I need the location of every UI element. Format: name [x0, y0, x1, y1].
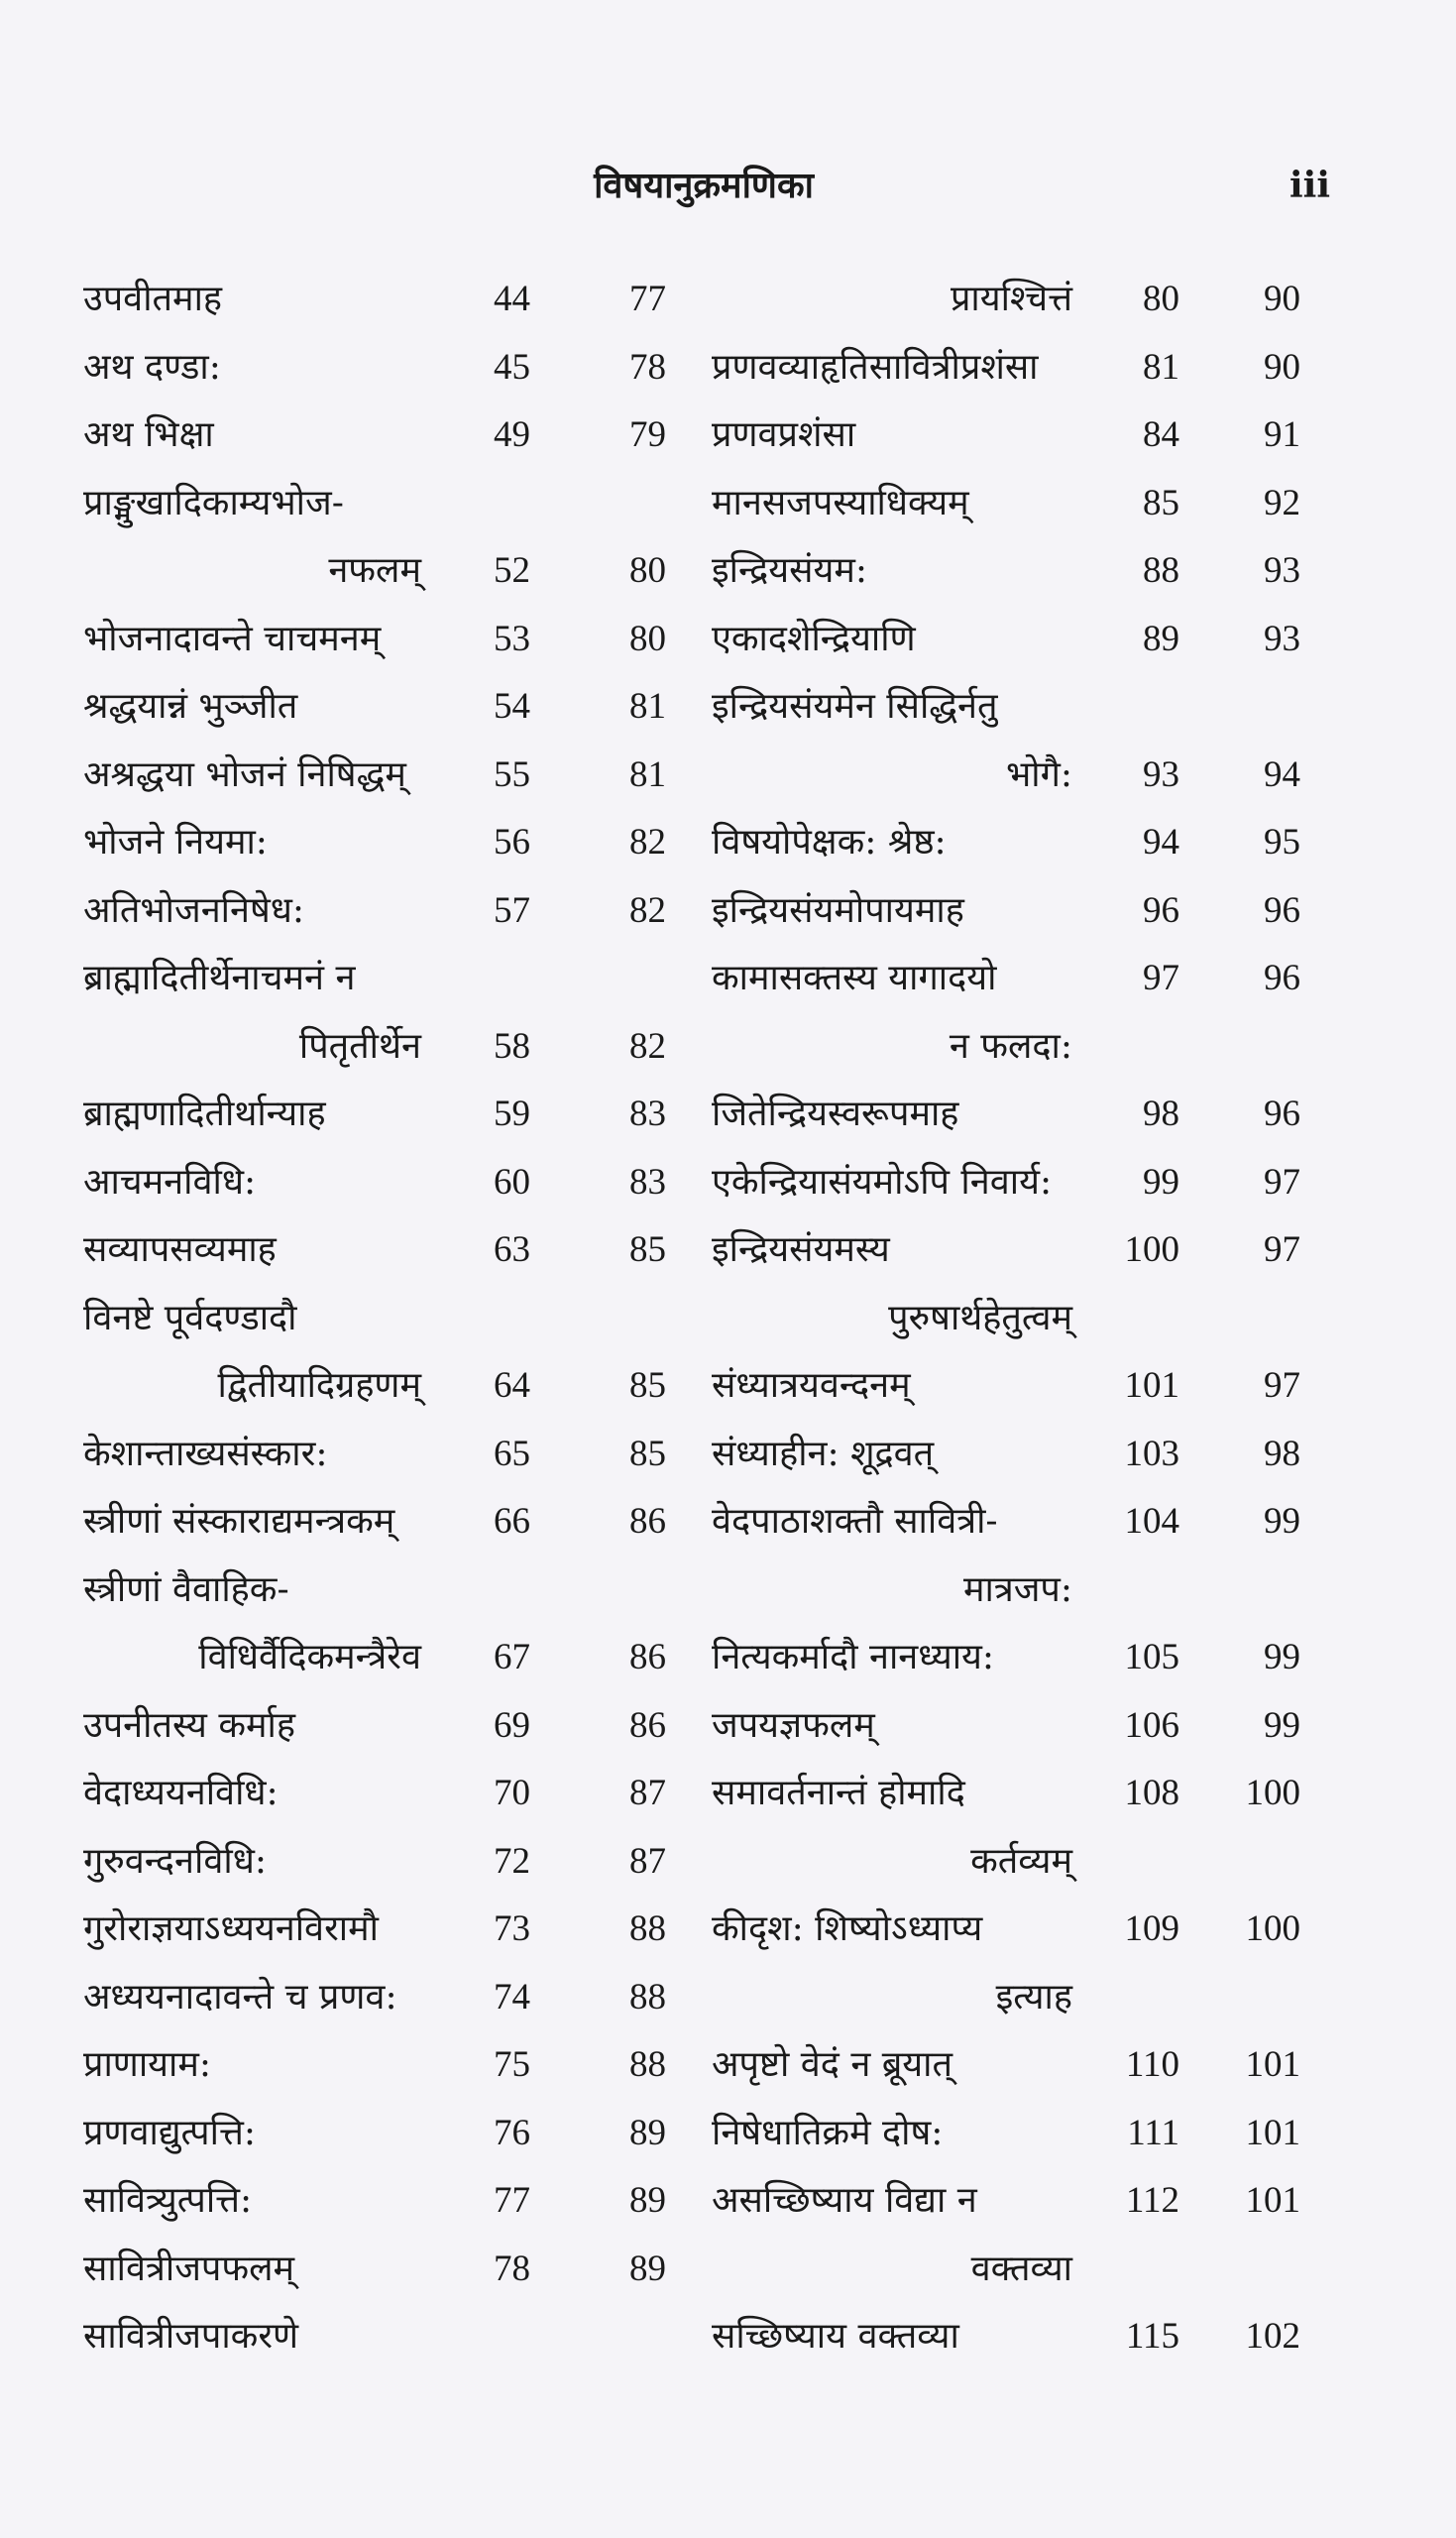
- toc-right-column: [712, 270, 1300, 2375]
- page-number-ref: 101: [1245, 2180, 1300, 2221]
- toc-entry-title: कामासक्तस्य यागादयो: [712, 958, 997, 998]
- page-number-ref: 96: [1264, 889, 1300, 931]
- toc-entry-title: आचमनविधि:: [83, 1161, 257, 1203]
- page-number-ref: 85: [629, 1229, 666, 1270]
- toc-entry-title: सव्यापसव्यमाह: [83, 1229, 277, 1270]
- toc-entry-title: नित्यकर्मादौ नानध्याय:: [712, 1637, 995, 1677]
- toc-entry: [712, 1696, 1300, 1765]
- toc-entry-title: अश्रद्धया भोजनं निषिद्धम्: [83, 753, 406, 795]
- verse-number: 56: [494, 822, 530, 863]
- toc-entry: [712, 1425, 1300, 1493]
- verse-number: 103: [1124, 1433, 1179, 1474]
- verse-number: 111: [1127, 2112, 1179, 2153]
- verse-number: 52: [494, 550, 530, 591]
- toc-entry: [83, 1628, 684, 1696]
- verse-number: 78: [494, 2248, 530, 2289]
- toc-entry-title: अथ दण्डा:: [83, 346, 221, 388]
- toc-entry: [83, 813, 684, 881]
- toc-entry: [712, 1832, 1300, 1901]
- page-number-ref: 77: [629, 279, 666, 319]
- verse-number: 93: [1143, 753, 1179, 795]
- toc-entry: [712, 881, 1300, 950]
- toc-entry: [83, 610, 684, 678]
- page-number-ref: 89: [629, 2180, 666, 2221]
- toc-entry-title: कर्तव्यम्: [970, 1840, 1072, 1882]
- verse-number: 89: [1143, 618, 1179, 659]
- toc-entry: [83, 1425, 684, 1493]
- toc-entry: [83, 881, 684, 950]
- page-number-ref: 81: [629, 753, 666, 795]
- verse-number: 65: [494, 1433, 530, 1474]
- toc-entry: [712, 541, 1300, 610]
- toc-entry: [712, 610, 1300, 678]
- page-number-ref: 99: [1264, 1637, 1300, 1677]
- toc-entry-title: भोजने नियमा:: [83, 822, 268, 863]
- toc-entry: [712, 677, 1300, 746]
- verse-number: 67: [494, 1637, 530, 1677]
- verse-number: 60: [494, 1161, 530, 1203]
- toc-entry: [83, 2035, 684, 2104]
- toc-entry-title: जपयज्ञफलम्: [712, 1704, 875, 1746]
- page-number-ref: 94: [1264, 753, 1300, 795]
- page-number-ref: 100: [1245, 1908, 1300, 1949]
- toc-entry: [712, 813, 1300, 881]
- toc-entry: [83, 2104, 684, 2172]
- toc-entry-title: उपवीतमाह: [83, 279, 223, 319]
- toc-entry-title: प्राङ्मुखादिकाम्यभोज-: [83, 482, 344, 523]
- toc-entry-title: ब्राह्मादितीर्थेनाचमनं न: [83, 958, 356, 998]
- toc-entry-title: वक्तव्या: [970, 2248, 1072, 2289]
- page-number-ref: 78: [629, 346, 666, 388]
- toc-left-column: [83, 270, 684, 2375]
- verse-number: 84: [1143, 414, 1179, 455]
- toc-entry: [712, 1289, 1300, 1357]
- verse-number: 74: [494, 1976, 530, 2018]
- verse-number: 110: [1125, 2044, 1179, 2085]
- toc-entry: [83, 2240, 684, 2308]
- verse-number: 69: [494, 1704, 530, 1746]
- page-number-ref: 89: [629, 2112, 666, 2153]
- toc-entry-title: मानसजपस्याधिक्यम्: [712, 482, 969, 523]
- page-number-ref: 85: [629, 1433, 666, 1474]
- toc-entry: [83, 1153, 684, 1221]
- verse-number: 104: [1124, 1501, 1179, 1542]
- toc-entry-title: श्रद्धयान्नं भुञ्जीत: [83, 686, 298, 727]
- page-number-ref: 90: [1264, 346, 1300, 388]
- page-number-ref: 97: [1264, 1161, 1300, 1203]
- toc-entry-title: प्रणवव्याहृतिसावित्रीप्रशंसा: [712, 346, 1039, 388]
- toc-entry: [712, 1017, 1300, 1086]
- toc-entry-title: वेदपाठाशक्तौ सावित्री-: [712, 1501, 998, 1542]
- toc-entry: [83, 2171, 684, 2240]
- toc-entry-title: अपृष्टो वेदं न ब्रूयात्: [712, 2044, 953, 2085]
- verse-number: 63: [494, 1229, 530, 1270]
- toc-entry-title: वेदाध्ययनविधि:: [83, 1773, 279, 1813]
- toc-entry: [712, 2171, 1300, 2240]
- toc-entry-title: गुरुवन्दनविधि:: [83, 1840, 267, 1882]
- verse-number: 106: [1124, 1704, 1179, 1746]
- verse-number: 115: [1125, 2316, 1179, 2357]
- toc-entry-title: अध्ययनादावन्ते च प्रणव:: [83, 1976, 397, 2018]
- toc-entry-title: न फलदा:: [949, 1025, 1072, 1067]
- verse-number: 94: [1143, 822, 1179, 863]
- toc-entry: [712, 2240, 1300, 2308]
- toc-entry-title: असच्छिष्याय विद्या न: [712, 2180, 977, 2221]
- verse-number: 99: [1143, 1161, 1179, 1203]
- toc-entry-title: कीदृश: शिष्योऽध्याप्य: [712, 1908, 983, 1949]
- verse-number: 49: [494, 414, 530, 455]
- toc-entry-title: समावर्तनान्तं होमादि: [712, 1773, 965, 1813]
- page-number-ref: 90: [1264, 279, 1300, 319]
- toc-entry: [83, 949, 684, 1017]
- toc-entry: [83, 2307, 684, 2375]
- toc-entry-title: उपनीतस्य कर्माह: [83, 1704, 295, 1746]
- toc-entry: [83, 405, 684, 474]
- toc-entry: [83, 1289, 684, 1357]
- toc-entry-title: गुरोराज्ञयाऽध्ययनविरामौ: [83, 1908, 379, 1949]
- page-number-ref: 80: [629, 618, 666, 659]
- page-number-ref: 86: [629, 1501, 666, 1542]
- toc-entry-title: सच्छिष्याय वक्तव्या: [712, 2316, 959, 2357]
- toc-entry-title: इन्द्रियसंयम:: [712, 550, 867, 591]
- verse-number: 73: [494, 1908, 530, 1949]
- page-number-ref: 93: [1264, 550, 1300, 591]
- toc-entry-title: पुरुषार्थहेतुत्वम्: [888, 1297, 1072, 1338]
- verse-number: 109: [1124, 1908, 1179, 1949]
- toc-entry: [712, 949, 1300, 1017]
- toc-entry: [712, 1220, 1300, 1289]
- toc-entry: [83, 1764, 684, 1832]
- toc-entry: [83, 1560, 684, 1629]
- page-number: iii: [1288, 165, 1330, 206]
- page-number-ref: 88: [629, 1908, 666, 1949]
- toc-entry-title: अथ भिक्षा: [83, 414, 214, 455]
- page-number-ref: 83: [629, 1094, 666, 1134]
- page-number-ref: 92: [1264, 482, 1300, 523]
- page-number-ref: 98: [1264, 1433, 1300, 1474]
- page-number-ref: 96: [1264, 1094, 1300, 1134]
- page-title: विषयानुक्रमणिका: [594, 165, 814, 206]
- page-number-ref: 80: [629, 550, 666, 591]
- toc-entry-title: प्रणवप्रशंसा: [712, 414, 856, 455]
- toc-entry-title: एकेन्द्रियासंयमोऽपि निवार्य:: [712, 1161, 1053, 1203]
- toc-entry: [712, 2035, 1300, 2104]
- page-number-ref: 85: [629, 1365, 666, 1406]
- verse-number: 64: [494, 1365, 530, 1406]
- toc-entry: [712, 1356, 1300, 1425]
- verse-number: 108: [1124, 1773, 1179, 1813]
- toc-entry-title: द्वितीयादिग्रहणम्: [217, 1365, 421, 1406]
- verse-number: 54: [494, 686, 530, 727]
- toc-entry-title: इत्याह: [995, 1976, 1072, 2018]
- toc-entry: [83, 1085, 684, 1153]
- page-number-ref: 89: [629, 2248, 666, 2289]
- verse-number: 97: [1143, 958, 1179, 998]
- toc-entry: [83, 1017, 684, 1086]
- page-number-ref: 81: [629, 686, 666, 727]
- toc-entry-title: प्राणायाम:: [83, 2044, 212, 2085]
- toc-entry: [712, 1764, 1300, 1832]
- toc-entry: [712, 746, 1300, 814]
- toc-entry-title: निषेधातिक्रमे दोष:: [712, 2112, 944, 2153]
- verse-number: 57: [494, 889, 530, 931]
- page-number-ref: 97: [1264, 1229, 1300, 1270]
- page-number-ref: 87: [629, 1773, 666, 1813]
- page-number-ref: 99: [1264, 1704, 1300, 1746]
- toc-entry-title: इन्द्रियसंयमस्य: [712, 1229, 890, 1270]
- verse-number: 55: [494, 753, 530, 795]
- toc-entry: [83, 474, 684, 542]
- page-number-ref: 88: [629, 1976, 666, 2018]
- page-number-ref: 88: [629, 2044, 666, 2085]
- verse-number: 100: [1124, 1229, 1179, 1270]
- page-number-ref: 102: [1245, 2316, 1300, 2357]
- page-number-ref: 82: [629, 889, 666, 931]
- toc-entry: [83, 1356, 684, 1425]
- toc-entry: [83, 677, 684, 746]
- toc-entry: [712, 1085, 1300, 1153]
- page-number-ref: 100: [1245, 1773, 1300, 1813]
- verse-number: 105: [1124, 1637, 1179, 1677]
- verse-number: 44: [494, 279, 530, 319]
- page-number-ref: 86: [629, 1704, 666, 1746]
- toc-entry-title: प्रायश्चित्तं: [950, 279, 1072, 319]
- toc-entry: [712, 338, 1300, 406]
- toc-entry-title: संध्यात्रयवन्दनम्: [712, 1365, 911, 1406]
- toc-entry: [712, 2307, 1300, 2375]
- page-number-ref: 96: [1264, 958, 1300, 998]
- toc-entry: [83, 746, 684, 814]
- toc-entry: [712, 474, 1300, 542]
- toc-entry: [712, 270, 1300, 338]
- toc-entry-title: भोजनादावन्ते चाचमनम्: [83, 618, 382, 659]
- toc-entry-title: विनष्टे पूर्वदण्डादौ: [83, 1297, 297, 1338]
- toc-entry: [83, 1696, 684, 1765]
- toc-entry-title: ब्राह्मणादितीर्थान्याह: [83, 1094, 326, 1134]
- verse-number: 76: [494, 2112, 530, 2153]
- verse-number: 88: [1143, 550, 1179, 591]
- toc-entry-title: एकादशेन्द्रियाणि: [712, 618, 916, 659]
- toc-entry: [712, 405, 1300, 474]
- toc-entry: [83, 338, 684, 406]
- toc-entry-title: नफलम्: [328, 550, 421, 591]
- toc-entry-title: केशान्ताख्यसंस्कार:: [83, 1433, 328, 1474]
- page-number-ref: 99: [1264, 1501, 1300, 1542]
- toc-entry: [712, 1900, 1300, 1968]
- toc-entry-title: सावित्रीजपफलम्: [83, 2248, 295, 2289]
- page-number-ref: 93: [1264, 618, 1300, 659]
- toc-entry-title: संध्याहीन: शूद्रवत्: [712, 1433, 935, 1474]
- toc-entry: [712, 1968, 1300, 2036]
- page-number-ref: 91: [1264, 414, 1300, 455]
- toc-entry: [83, 1968, 684, 2036]
- verse-number: 45: [494, 346, 530, 388]
- page-number-ref: 97: [1264, 1365, 1300, 1406]
- verse-number: 96: [1143, 889, 1179, 931]
- toc-entry-title: जितेन्द्रियस्वरूपमाह: [712, 1094, 959, 1134]
- page-number-ref: 79: [629, 414, 666, 455]
- toc-entry: [712, 1492, 1300, 1560]
- verse-number: 70: [494, 1773, 530, 1813]
- page-number-ref: 82: [629, 822, 666, 863]
- toc-entry: [83, 270, 684, 338]
- toc-entry-title: स्त्रीणां वैवाहिक-: [83, 1568, 289, 1610]
- verse-number: 77: [494, 2180, 530, 2221]
- toc-entry-title: भोगै:: [1005, 753, 1072, 795]
- verse-number: 58: [494, 1025, 530, 1067]
- verse-number: 101: [1124, 1365, 1179, 1406]
- page-number-ref: 101: [1245, 2044, 1300, 2085]
- toc-entry: [712, 1153, 1300, 1221]
- page-number-ref: 83: [629, 1161, 666, 1203]
- verse-number: 81: [1143, 346, 1179, 388]
- verse-number: 75: [494, 2044, 530, 2085]
- verse-number: 59: [494, 1094, 530, 1134]
- toc-entry-title: इन्द्रियसंयमेन सिद्धिर्नतु: [712, 686, 998, 727]
- verse-number: 112: [1125, 2180, 1179, 2221]
- page-number-ref: 82: [629, 1025, 666, 1067]
- toc-entry-title: विषयोपेक्षक: श्रेष्ठ:: [712, 822, 947, 863]
- verse-number: 53: [494, 618, 530, 659]
- toc-entry-title: सावित्र्युत्पत्ति:: [83, 2180, 253, 2221]
- toc-entry-title: अतिभोजननिषेध:: [83, 889, 305, 931]
- toc-entry-title: सावित्रीजपाकरणे: [83, 2316, 299, 2357]
- toc-entry: [83, 1492, 684, 1560]
- toc-entry: [83, 541, 684, 610]
- verse-number: 72: [494, 1840, 530, 1882]
- verse-number: 66: [494, 1501, 530, 1542]
- toc-entry: [712, 1628, 1300, 1696]
- toc-entry: [83, 1900, 684, 1968]
- toc-entry: [83, 1220, 684, 1289]
- page-number-ref: 101: [1245, 2112, 1300, 2153]
- toc-entry-title: इन्द्रियसंयमोपायमाह: [712, 889, 964, 931]
- toc-entry-title: स्त्रीणां संस्काराद्यमन्त्रकम्: [83, 1501, 395, 1542]
- toc-entry-title: प्रणवाद्युत्पत्ति:: [83, 2112, 256, 2153]
- toc-entry-title: विधिर्वैदिकमन्त्रैरेव: [198, 1637, 421, 1677]
- verse-number: 85: [1143, 482, 1179, 523]
- page-number-ref: 86: [629, 1637, 666, 1677]
- toc-entry-title: पितृतीर्थेन: [298, 1025, 421, 1067]
- toc-entry: [712, 1560, 1300, 1629]
- page-number-ref: 95: [1264, 822, 1300, 863]
- page-number-ref: 87: [629, 1840, 666, 1882]
- verse-number: 80: [1143, 279, 1179, 319]
- toc-entry: [712, 2104, 1300, 2172]
- toc-entry-title: मात्रजप:: [962, 1568, 1072, 1610]
- verse-number: 98: [1143, 1094, 1179, 1134]
- toc-entry: [83, 1832, 684, 1901]
